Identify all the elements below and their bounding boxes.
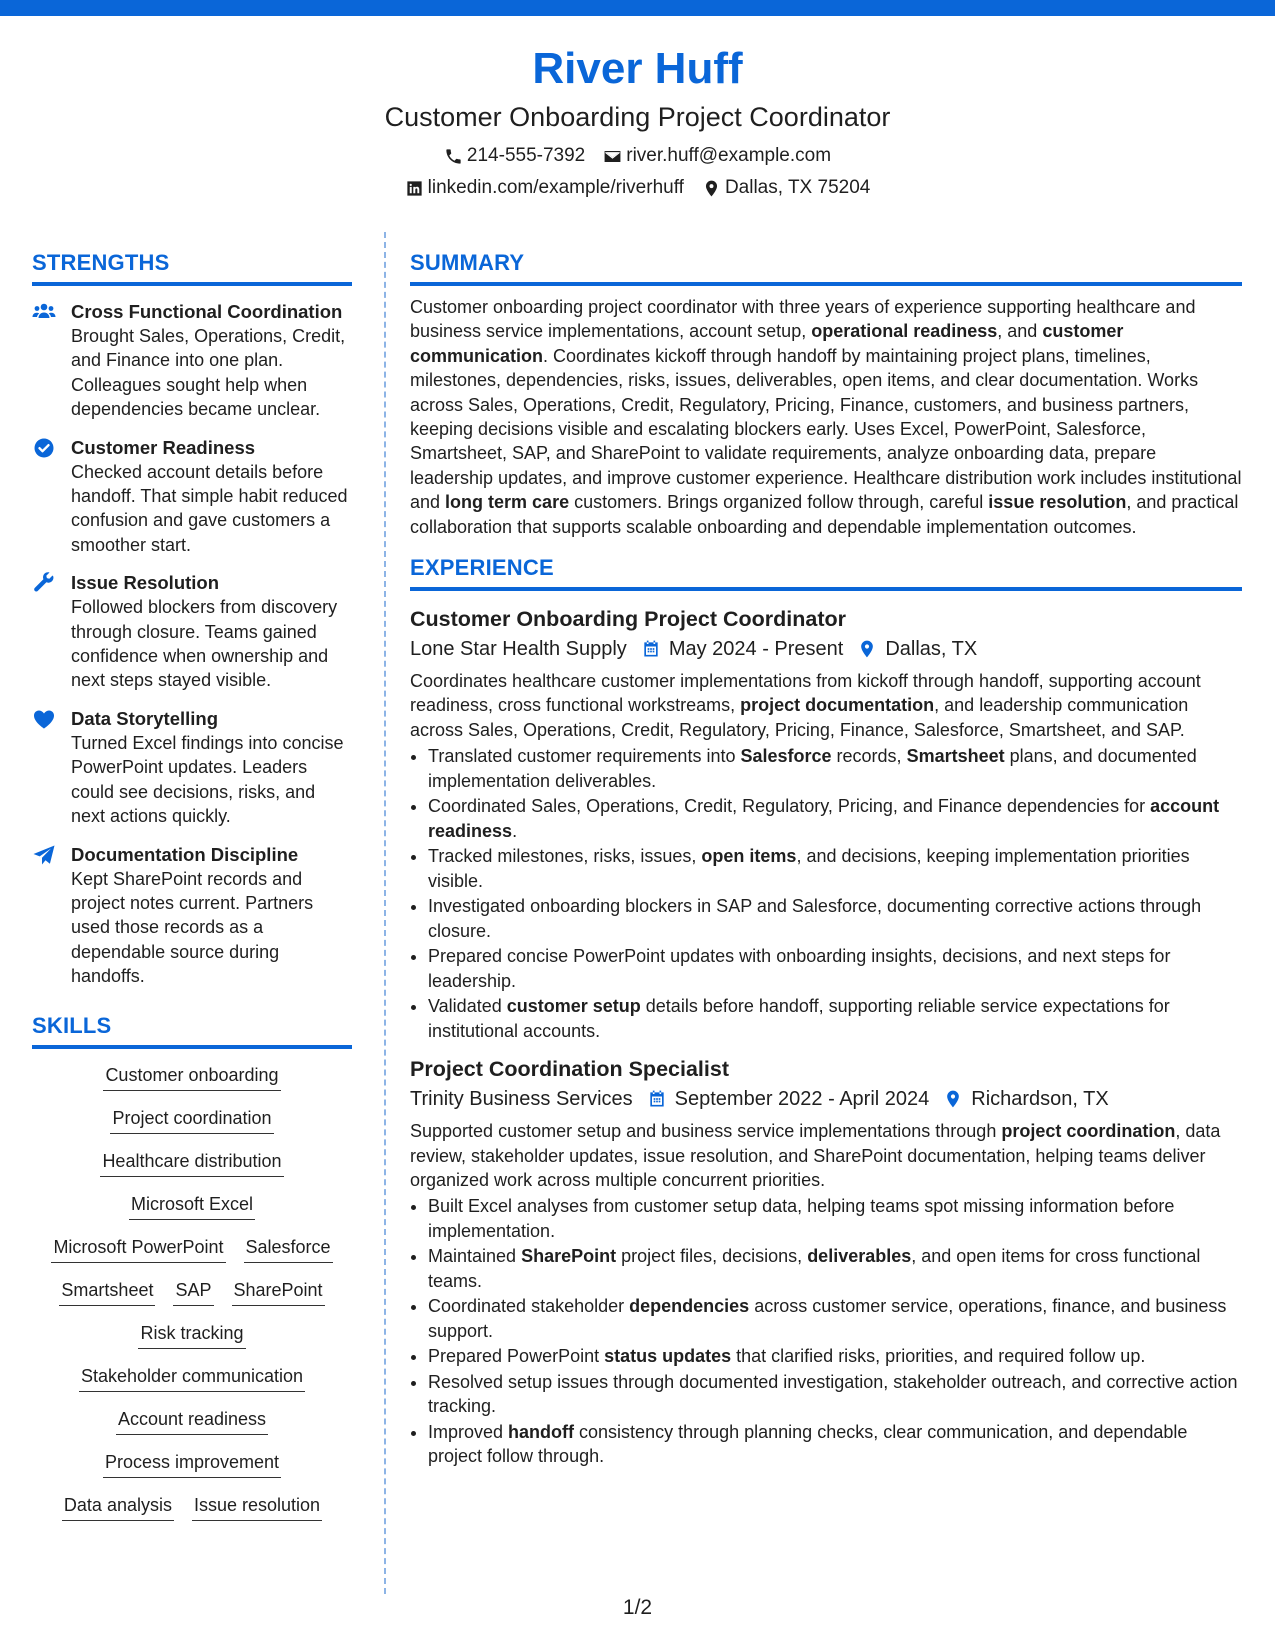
calendar-icon <box>641 639 661 659</box>
strengths-heading: STRENGTHS <box>32 248 352 286</box>
skill-tag: Smartsheet <box>59 1278 155 1306</box>
column-divider <box>384 232 386 1594</box>
bold-run: issue resolution <box>988 492 1127 513</box>
strength-item <box>32 571 352 693</box>
text-run: Customer onboarding project coordinator with three years of experience supporting healthcare and business service implementations, account setup, <box>410 297 1196 342</box>
bold-run: long term care <box>445 492 570 513</box>
location-text: Dallas, TX 75204 <box>724 177 871 198</box>
heart-icon <box>32 708 56 730</box>
contact-linkedin[interactable] <box>405 176 684 200</box>
skill-tag: Process improvement <box>103 1450 281 1478</box>
strength-title: Cross Functional Coordination <box>71 301 343 322</box>
job-title: Project Coordination Specialist <box>410 1057 729 1082</box>
strength-desc: Turned Excel findings into concise PowerPoint updates. Leaders could see decisions, risks, and next actions quickly. <box>71 732 344 827</box>
contact-row-1 <box>0 144 1275 168</box>
summary-text <box>410 295 1242 539</box>
job-bullets <box>410 1194 1242 1468</box>
candidate-title: Customer Onboarding Project Coordinator <box>384 102 891 132</box>
summary-heading: SUMMARY <box>410 248 1242 286</box>
strength-desc: Kept SharePoint records and project notes current. Partners used those records as a dependable source during handoffs. <box>71 868 314 987</box>
strength-desc: Followed blockers from discovery through closure. Teams gained confidence when ownership and next steps stayed visible. <box>71 597 338 691</box>
calendar-icon <box>647 1089 667 1109</box>
wrench-icon <box>32 572 56 594</box>
experience-heading: EXPERIENCE <box>410 553 1242 591</box>
right-column <box>410 248 1242 1470</box>
bold-run: customer communication <box>410 321 1124 366</box>
skill-tag: Data analysis <box>62 1493 174 1521</box>
strength-item <box>32 300 352 422</box>
envelope-icon <box>603 147 622 166</box>
bold-run: operational readiness <box>811 321 998 342</box>
skill-tag: Microsoft Excel <box>129 1192 255 1220</box>
strength-item <box>32 707 352 829</box>
bullet-item: • Resolved setup issues through documented investigation, stakeholder outreach, and corrective action tracking. <box>428 1370 1242 1419</box>
skill-tag: Microsoft PowerPoint <box>51 1235 225 1263</box>
candidate-name: River Huff <box>532 44 743 93</box>
skill-tag: Stakeholder communication <box>79 1364 305 1392</box>
map-pin-icon <box>943 1089 963 1109</box>
contact-location <box>702 176 870 200</box>
job-meta <box>410 1085 1242 1113</box>
linkedin-text: linkedin.com/example/riverhuff <box>427 177 684 198</box>
skills-list <box>32 1063 352 1521</box>
bullet-item: • Prepared PowerPoint status updates that clarified risks, priorities, and required follow up. <box>428 1344 1242 1368</box>
skill-tag: Healthcare distribution <box>100 1149 283 1177</box>
bullet-item: • Coordinated Sales, Operations, Credit, Regulatory, Pricing, and Finance dependencies for account readiness. <box>428 794 1242 843</box>
bullet-item: • Built Excel analyses from customer setup data, helping teams spot missing information before implementation. <box>428 1194 1242 1243</box>
skill-tag: Issue resolution <box>192 1493 322 1521</box>
job-title: Customer Onboarding Project Coordinator <box>410 607 846 632</box>
bullet-item: • Validated customer setup details before handoff, supporting reliable service expectations for institutional accounts. <box>428 994 1242 1043</box>
job-entry <box>410 605 1242 1043</box>
map-pin-icon <box>702 179 721 198</box>
bullet-item: • Translated customer requirements into Salesforce records, Smartsheet plans, and documented implementation deliverables. <box>428 744 1242 793</box>
map-pin-icon <box>857 639 877 659</box>
text-run: Supported customer setup and business service implementations through <box>410 1121 1002 1142</box>
skill-tag: Project coordination <box>110 1106 273 1134</box>
phone-icon <box>444 147 463 166</box>
job-entry <box>410 1055 1242 1469</box>
text-run: Coordinates healthcare customer implementations from kickoff through handoff, supporting account readiness, cross functional workstreams, <box>410 671 1201 716</box>
check-circle-icon <box>32 437 56 459</box>
job-meta <box>410 635 1242 663</box>
skill-tag: SAP <box>173 1278 213 1306</box>
strength-title: Documentation Discipline <box>71 843 299 865</box>
strength-desc: Checked account details before handoff. That simple habit reduced confusion and gave customers a smoother start. <box>71 461 348 555</box>
skill-tag: SharePoint <box>232 1278 325 1306</box>
bold-run: project coordination <box>1001 1121 1176 1142</box>
strength-item <box>32 436 352 558</box>
paper-plane-icon <box>32 844 56 866</box>
phone-text: 214-555-7392 <box>466 145 586 166</box>
page-number: 1/2 <box>622 1596 653 1619</box>
skill-tag: Risk tracking <box>138 1321 245 1349</box>
bullet-item: • Maintained SharePoint project files, decisions, deliverables, and open items for cross functional teams. <box>428 1244 1242 1293</box>
users-icon <box>32 301 56 323</box>
bullet-item: • Prepared concise PowerPoint updates with onboarding insights, decisions, and next steps for leadership. <box>428 944 1242 993</box>
company-name: Lone Star Health Supply <box>410 638 627 661</box>
contact-row-2 <box>0 176 1275 200</box>
resume-header <box>0 40 1275 200</box>
job-location: Richardson, TX <box>971 1088 1109 1111</box>
bold-run: project documentation <box>740 695 935 716</box>
strength-title: Customer Readiness <box>71 436 256 458</box>
linkedin-icon <box>405 179 424 198</box>
job-dates: September 2022 - April 2024 <box>674 1088 930 1111</box>
job-bullets <box>410 744 1242 1043</box>
strength-title: Data Storytelling <box>71 707 218 729</box>
job-dates: May 2024 - Present <box>668 638 844 661</box>
bullet-item: • Improved handoff consistency through planning checks, clear communication, and dependable project follow through. <box>428 1420 1242 1469</box>
top-accent-bar <box>0 0 1275 16</box>
left-column <box>32 248 352 1536</box>
text-run: , and leadership communication across Sales, Operations, Credit, Regulatory, Pricing, Finance, Salesforce, Smartsheet, and SAP. <box>410 695 1189 740</box>
text-run: . Coordinates kickoff through handoff by maintaining project plans, timelines, milestones, dependencies, risks, issues, deliverables, open items, and clear documentation. Works across Sales, Operations, Credit, Regulatory, Pricing, Finance, customers, and business partners, keeping decisions visible and escalating blockers early. Uses Excel, PowerPoint, Salesforce, Smartsheet, SAP, and SharePoint to validate requirements, analyze onboarding data, prepare leadership updates, and improve customer experience. Healthcare distribution work includes institutional and <box>410 345 1242 513</box>
text-run: , and practical collaboration that supports scalable onboarding and dependable implementation outcomes. <box>410 492 1239 537</box>
skill-tag: Account readiness <box>116 1407 268 1435</box>
strength-title: Issue Resolution <box>71 572 220 594</box>
company-name: Trinity Business Services <box>410 1088 633 1111</box>
bullet-item: • Coordinated stakeholder dependencies across customer service, operations, finance, and business support. <box>428 1294 1242 1343</box>
email-text: river.huff@example.com <box>626 145 832 166</box>
skill-tag: Customer onboarding <box>103 1063 280 1091</box>
contact-phone[interactable] <box>444 144 585 168</box>
bullet-item: • Tracked milestones, risks, issues, open items, and decisions, keeping implementation priorities visible. <box>428 844 1242 893</box>
job-description <box>410 669 1242 742</box>
text-run: , and <box>997 321 1043 342</box>
skills-heading: SKILLS <box>32 1011 352 1049</box>
strength-desc: Brought Sales, Operations, Credit, and Finance into one plan. Colleagues sought help when dependencies became unclear. <box>71 326 346 420</box>
strength-item <box>32 843 352 989</box>
bullet-item: • Investigated onboarding blockers in SAP and Salesforce, documenting corrective actions through closure. <box>428 894 1242 943</box>
text-run: customers. Brings organized follow through, careful <box>569 492 989 513</box>
job-description <box>410 1119 1242 1192</box>
contact-email[interactable] <box>603 144 831 168</box>
skill-tag: Salesforce <box>244 1235 333 1263</box>
text-run: , data review, stakeholder updates, issue resolution, and SharePoint documentation, helping teams deliver organized work across multiple concurrent priorities. <box>410 1121 1221 1190</box>
job-location: Dallas, TX <box>885 638 978 661</box>
